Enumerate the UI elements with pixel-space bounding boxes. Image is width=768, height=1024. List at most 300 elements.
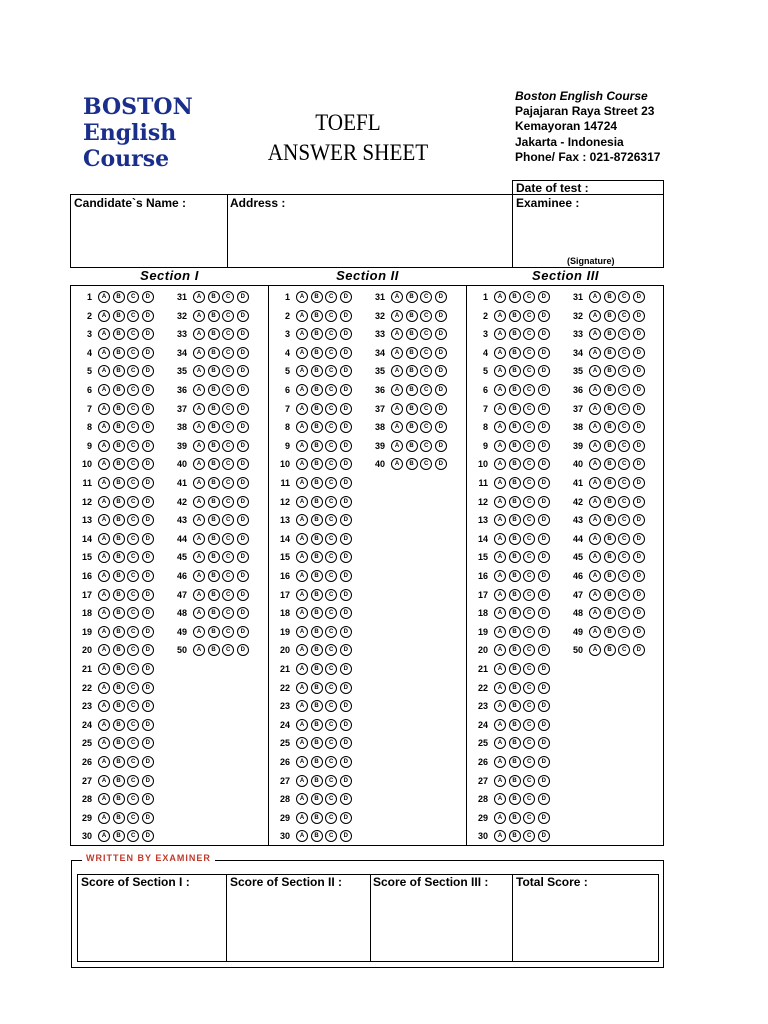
answer-bubble[interactable]: C bbox=[618, 477, 630, 489]
answer-bubble[interactable]: B bbox=[509, 328, 521, 340]
answer-bubble[interactable]: C bbox=[325, 682, 337, 694]
answer-bubble[interactable]: D bbox=[538, 551, 550, 563]
answer-bubble[interactable]: B bbox=[509, 533, 521, 545]
answer-bubble[interactable]: B bbox=[208, 458, 220, 470]
answer-bubble[interactable]: C bbox=[523, 403, 535, 415]
answer-bubble[interactable]: D bbox=[142, 830, 154, 842]
answer-bubble[interactable]: C bbox=[127, 682, 139, 694]
answer-bubble[interactable]: D bbox=[633, 551, 645, 563]
answer-bubble[interactable]: C bbox=[420, 384, 432, 396]
score-section-1[interactable]: Score of Section I : bbox=[81, 875, 190, 889]
answer-bubble[interactable]: B bbox=[406, 440, 418, 452]
answer-bubble[interactable]: B bbox=[604, 551, 616, 563]
answer-bubble[interactable]: B bbox=[406, 310, 418, 322]
answer-bubble[interactable]: C bbox=[127, 440, 139, 452]
answer-bubble[interactable]: A bbox=[391, 403, 403, 415]
answer-bubble[interactable]: B bbox=[509, 347, 521, 359]
answer-bubble[interactable]: C bbox=[325, 403, 337, 415]
answer-bubble[interactable]: D bbox=[340, 719, 352, 731]
answer-bubble[interactable]: A bbox=[296, 663, 308, 675]
answer-bubble[interactable]: B bbox=[604, 533, 616, 545]
answer-bubble[interactable]: A bbox=[494, 514, 506, 526]
answer-bubble[interactable]: C bbox=[523, 514, 535, 526]
answer-bubble[interactable]: A bbox=[98, 589, 110, 601]
answer-bubble[interactable]: C bbox=[325, 607, 337, 619]
answer-bubble[interactable]: D bbox=[237, 310, 249, 322]
answer-bubble[interactable]: B bbox=[208, 291, 220, 303]
answer-bubble[interactable]: A bbox=[296, 719, 308, 731]
answer-bubble[interactable]: A bbox=[193, 347, 205, 359]
answer-bubble[interactable]: B bbox=[311, 291, 323, 303]
answer-bubble[interactable]: B bbox=[208, 365, 220, 377]
answer-bubble[interactable]: C bbox=[127, 719, 139, 731]
answer-bubble[interactable]: C bbox=[222, 365, 234, 377]
answer-bubble[interactable]: B bbox=[113, 830, 125, 842]
answer-bubble[interactable]: B bbox=[604, 440, 616, 452]
answer-bubble[interactable]: B bbox=[509, 607, 521, 619]
answer-bubble[interactable]: A bbox=[296, 812, 308, 824]
answer-bubble[interactable]: A bbox=[193, 496, 205, 508]
answer-bubble[interactable]: C bbox=[523, 644, 535, 656]
answer-bubble[interactable]: C bbox=[420, 347, 432, 359]
answer-bubble[interactable]: B bbox=[208, 403, 220, 415]
answer-bubble[interactable]: B bbox=[113, 719, 125, 731]
answer-bubble[interactable]: D bbox=[142, 775, 154, 787]
answer-bubble[interactable]: A bbox=[391, 328, 403, 340]
answer-bubble[interactable]: C bbox=[523, 570, 535, 582]
answer-bubble[interactable]: B bbox=[113, 440, 125, 452]
answer-bubble[interactable]: C bbox=[618, 551, 630, 563]
answer-bubble[interactable]: C bbox=[127, 570, 139, 582]
answer-bubble[interactable]: A bbox=[494, 756, 506, 768]
answer-bubble[interactable]: B bbox=[208, 570, 220, 582]
answer-bubble[interactable]: B bbox=[311, 403, 323, 415]
answer-bubble[interactable]: B bbox=[509, 793, 521, 805]
answer-bubble[interactable]: D bbox=[340, 403, 352, 415]
answer-bubble[interactable]: A bbox=[589, 514, 601, 526]
answer-bubble[interactable]: B bbox=[208, 551, 220, 563]
answer-bubble[interactable]: A bbox=[98, 626, 110, 638]
answer-bubble[interactable]: C bbox=[523, 719, 535, 731]
answer-bubble[interactable]: B bbox=[604, 365, 616, 377]
answer-bubble[interactable]: C bbox=[127, 514, 139, 526]
answer-bubble[interactable]: C bbox=[222, 533, 234, 545]
answer-bubble[interactable]: C bbox=[127, 589, 139, 601]
answer-bubble[interactable]: D bbox=[142, 310, 154, 322]
answer-bubble[interactable]: D bbox=[538, 477, 550, 489]
answer-bubble[interactable]: D bbox=[237, 477, 249, 489]
answer-bubble[interactable]: D bbox=[633, 328, 645, 340]
answer-bubble[interactable]: C bbox=[127, 291, 139, 303]
answer-bubble[interactable]: B bbox=[406, 458, 418, 470]
answer-bubble[interactable]: D bbox=[142, 347, 154, 359]
answer-bubble[interactable]: B bbox=[406, 365, 418, 377]
answer-bubble[interactable]: C bbox=[127, 477, 139, 489]
answer-bubble[interactable]: D bbox=[340, 458, 352, 470]
answer-bubble[interactable]: A bbox=[494, 737, 506, 749]
answer-bubble[interactable]: A bbox=[391, 384, 403, 396]
answer-bubble[interactable]: B bbox=[509, 514, 521, 526]
answer-bubble[interactable]: A bbox=[98, 700, 110, 712]
answer-bubble[interactable]: D bbox=[633, 365, 645, 377]
answer-bubble[interactable]: C bbox=[523, 496, 535, 508]
answer-bubble[interactable]: C bbox=[325, 775, 337, 787]
answer-bubble[interactable]: A bbox=[589, 310, 601, 322]
answer-bubble[interactable]: C bbox=[523, 310, 535, 322]
answer-bubble[interactable]: C bbox=[618, 440, 630, 452]
answer-bubble[interactable]: B bbox=[604, 310, 616, 322]
answer-bubble[interactable]: C bbox=[523, 384, 535, 396]
answer-bubble[interactable]: C bbox=[222, 626, 234, 638]
answer-bubble[interactable]: A bbox=[193, 365, 205, 377]
answer-bubble[interactable]: B bbox=[509, 737, 521, 749]
answer-bubble[interactable]: A bbox=[296, 756, 308, 768]
answer-bubble[interactable]: D bbox=[633, 570, 645, 582]
answer-bubble[interactable]: B bbox=[509, 551, 521, 563]
answer-bubble[interactable]: A bbox=[193, 589, 205, 601]
answer-bubble[interactable]: A bbox=[193, 533, 205, 545]
answer-bubble[interactable]: D bbox=[538, 291, 550, 303]
answer-bubble[interactable]: D bbox=[538, 737, 550, 749]
answer-bubble[interactable]: D bbox=[142, 607, 154, 619]
answer-bubble[interactable]: A bbox=[494, 365, 506, 377]
answer-bubble[interactable]: A bbox=[296, 514, 308, 526]
answer-bubble[interactable]: C bbox=[420, 291, 432, 303]
answer-bubble[interactable]: A bbox=[494, 440, 506, 452]
answer-bubble[interactable]: A bbox=[296, 700, 308, 712]
answer-bubble[interactable]: C bbox=[618, 626, 630, 638]
answer-bubble[interactable]: A bbox=[589, 291, 601, 303]
answer-bubble[interactable]: D bbox=[633, 291, 645, 303]
answer-bubble[interactable]: B bbox=[208, 440, 220, 452]
answer-bubble[interactable]: B bbox=[604, 458, 616, 470]
answer-bubble[interactable]: D bbox=[237, 514, 249, 526]
answer-bubble[interactable]: A bbox=[296, 830, 308, 842]
answer-bubble[interactable]: B bbox=[509, 644, 521, 656]
answer-bubble[interactable]: B bbox=[311, 421, 323, 433]
answer-bubble[interactable]: D bbox=[142, 682, 154, 694]
answer-bubble[interactable]: A bbox=[296, 496, 308, 508]
answer-bubble[interactable]: D bbox=[435, 291, 447, 303]
answer-bubble[interactable]: B bbox=[604, 403, 616, 415]
answer-bubble[interactable]: D bbox=[435, 384, 447, 396]
answer-bubble[interactable]: B bbox=[113, 551, 125, 563]
answer-bubble[interactable]: B bbox=[604, 477, 616, 489]
answer-bubble[interactable]: A bbox=[296, 477, 308, 489]
answer-bubble[interactable]: D bbox=[142, 533, 154, 545]
answer-bubble[interactable]: D bbox=[633, 589, 645, 601]
answer-bubble[interactable]: B bbox=[208, 328, 220, 340]
answer-bubble[interactable]: B bbox=[113, 756, 125, 768]
answer-bubble[interactable]: B bbox=[311, 458, 323, 470]
answer-bubble[interactable]: C bbox=[325, 291, 337, 303]
answer-bubble[interactable]: A bbox=[296, 310, 308, 322]
answer-bubble[interactable]: C bbox=[222, 421, 234, 433]
answer-bubble[interactable]: B bbox=[113, 365, 125, 377]
answer-bubble[interactable]: D bbox=[340, 310, 352, 322]
answer-bubble[interactable]: A bbox=[494, 663, 506, 675]
answer-bubble[interactable]: C bbox=[523, 347, 535, 359]
answer-bubble[interactable]: B bbox=[604, 514, 616, 526]
answer-bubble[interactable]: A bbox=[296, 570, 308, 582]
answer-bubble[interactable]: C bbox=[325, 626, 337, 638]
answer-bubble[interactable]: A bbox=[98, 737, 110, 749]
answer-bubble[interactable]: A bbox=[391, 365, 403, 377]
answer-bubble[interactable]: A bbox=[589, 458, 601, 470]
answer-bubble[interactable]: B bbox=[311, 440, 323, 452]
answer-bubble[interactable]: C bbox=[523, 700, 535, 712]
answer-bubble[interactable]: C bbox=[523, 775, 535, 787]
answer-bubble[interactable]: B bbox=[113, 663, 125, 675]
answer-bubble[interactable]: B bbox=[311, 384, 323, 396]
answer-bubble[interactable]: C bbox=[618, 458, 630, 470]
answer-bubble[interactable]: A bbox=[589, 551, 601, 563]
answer-bubble[interactable]: D bbox=[237, 365, 249, 377]
answer-bubble[interactable]: A bbox=[193, 514, 205, 526]
answer-bubble[interactable]: A bbox=[589, 477, 601, 489]
answer-bubble[interactable]: C bbox=[127, 775, 139, 787]
answer-bubble[interactable]: B bbox=[509, 403, 521, 415]
answer-bubble[interactable]: C bbox=[222, 514, 234, 526]
answer-bubble[interactable]: C bbox=[325, 458, 337, 470]
answer-bubble[interactable]: C bbox=[127, 384, 139, 396]
answer-bubble[interactable]: C bbox=[523, 365, 535, 377]
answer-bubble[interactable]: C bbox=[618, 589, 630, 601]
answer-bubble[interactable]: D bbox=[538, 626, 550, 638]
answer-bubble[interactable]: B bbox=[311, 589, 323, 601]
answer-bubble[interactable]: D bbox=[538, 384, 550, 396]
answer-bubble[interactable]: C bbox=[325, 365, 337, 377]
answer-bubble[interactable]: B bbox=[509, 458, 521, 470]
answer-bubble[interactable]: C bbox=[420, 365, 432, 377]
answer-bubble[interactable]: C bbox=[222, 403, 234, 415]
score-section-3[interactable]: Score of Section III : bbox=[373, 875, 489, 889]
answer-bubble[interactable]: C bbox=[618, 514, 630, 526]
answer-bubble[interactable]: D bbox=[435, 328, 447, 340]
answer-bubble[interactable]: D bbox=[142, 589, 154, 601]
answer-bubble[interactable]: D bbox=[538, 793, 550, 805]
answer-bubble[interactable]: A bbox=[296, 793, 308, 805]
answer-bubble[interactable]: D bbox=[237, 291, 249, 303]
answer-bubble[interactable]: C bbox=[127, 421, 139, 433]
answer-bubble[interactable]: D bbox=[340, 812, 352, 824]
answer-bubble[interactable]: A bbox=[494, 719, 506, 731]
answer-bubble[interactable]: A bbox=[193, 458, 205, 470]
answer-bubble[interactable]: D bbox=[340, 440, 352, 452]
answer-bubble[interactable]: B bbox=[509, 291, 521, 303]
answer-bubble[interactable]: B bbox=[311, 756, 323, 768]
answer-bubble[interactable]: B bbox=[509, 830, 521, 842]
answer-bubble[interactable]: C bbox=[222, 384, 234, 396]
answer-bubble[interactable]: A bbox=[193, 328, 205, 340]
answer-bubble[interactable]: C bbox=[127, 700, 139, 712]
answer-bubble[interactable]: A bbox=[589, 328, 601, 340]
answer-bubble[interactable]: B bbox=[604, 644, 616, 656]
answer-bubble[interactable]: A bbox=[98, 440, 110, 452]
answer-bubble[interactable]: C bbox=[325, 551, 337, 563]
answer-bubble[interactable]: B bbox=[311, 700, 323, 712]
answer-bubble[interactable]: A bbox=[193, 291, 205, 303]
answer-bubble[interactable]: C bbox=[420, 421, 432, 433]
answer-bubble[interactable]: B bbox=[509, 812, 521, 824]
answer-bubble[interactable]: B bbox=[113, 644, 125, 656]
answer-bubble[interactable]: B bbox=[509, 440, 521, 452]
answer-bubble[interactable]: C bbox=[127, 626, 139, 638]
answer-bubble[interactable]: D bbox=[340, 421, 352, 433]
answer-bubble[interactable]: C bbox=[325, 347, 337, 359]
answer-bubble[interactable]: A bbox=[494, 421, 506, 433]
answer-bubble[interactable]: B bbox=[311, 830, 323, 842]
answer-bubble[interactable]: B bbox=[604, 570, 616, 582]
answer-bubble[interactable]: B bbox=[311, 644, 323, 656]
answer-bubble[interactable]: A bbox=[193, 607, 205, 619]
answer-bubble[interactable]: B bbox=[311, 570, 323, 582]
answer-bubble[interactable]: C bbox=[618, 291, 630, 303]
answer-bubble[interactable]: D bbox=[538, 830, 550, 842]
answer-bubble[interactable]: B bbox=[208, 589, 220, 601]
answer-bubble[interactable]: A bbox=[296, 775, 308, 787]
answer-bubble[interactable]: B bbox=[113, 793, 125, 805]
answer-bubble[interactable]: A bbox=[589, 589, 601, 601]
answer-bubble[interactable]: A bbox=[296, 403, 308, 415]
answer-bubble[interactable]: D bbox=[340, 384, 352, 396]
answer-bubble[interactable]: A bbox=[296, 440, 308, 452]
answer-bubble[interactable]: C bbox=[618, 496, 630, 508]
answer-bubble[interactable]: A bbox=[296, 533, 308, 545]
answer-bubble[interactable]: A bbox=[391, 421, 403, 433]
answer-bubble[interactable]: D bbox=[633, 384, 645, 396]
answer-bubble[interactable]: C bbox=[523, 737, 535, 749]
answer-bubble[interactable]: A bbox=[494, 291, 506, 303]
answer-bubble[interactable]: B bbox=[509, 775, 521, 787]
answer-bubble[interactable]: C bbox=[325, 589, 337, 601]
answer-bubble[interactable]: A bbox=[193, 310, 205, 322]
answer-bubble[interactable]: D bbox=[538, 570, 550, 582]
answer-bubble[interactable]: C bbox=[523, 663, 535, 675]
answer-bubble[interactable]: B bbox=[113, 626, 125, 638]
answer-bubble[interactable]: B bbox=[406, 384, 418, 396]
answer-bubble[interactable]: C bbox=[325, 830, 337, 842]
answer-bubble[interactable]: D bbox=[142, 551, 154, 563]
answer-bubble[interactable]: D bbox=[435, 310, 447, 322]
answer-bubble[interactable]: D bbox=[538, 533, 550, 545]
answer-bubble[interactable]: C bbox=[523, 551, 535, 563]
answer-bubble[interactable]: B bbox=[311, 514, 323, 526]
answer-bubble[interactable]: C bbox=[618, 421, 630, 433]
answer-bubble[interactable]: A bbox=[494, 570, 506, 582]
answer-bubble[interactable]: D bbox=[340, 793, 352, 805]
score-section-2[interactable]: Score of Section II : bbox=[230, 875, 343, 889]
answer-bubble[interactable]: D bbox=[340, 756, 352, 768]
answer-bubble[interactable]: A bbox=[296, 737, 308, 749]
answer-bubble[interactable]: D bbox=[340, 347, 352, 359]
answer-bubble[interactable]: A bbox=[296, 607, 308, 619]
answer-bubble[interactable]: D bbox=[237, 440, 249, 452]
answer-bubble[interactable]: D bbox=[142, 328, 154, 340]
answer-bubble[interactable]: B bbox=[311, 812, 323, 824]
answer-bubble[interactable]: D bbox=[142, 644, 154, 656]
answer-bubble[interactable]: A bbox=[296, 384, 308, 396]
answer-bubble[interactable]: A bbox=[98, 514, 110, 526]
answer-bubble[interactable]: D bbox=[237, 384, 249, 396]
answer-bubble[interactable]: B bbox=[604, 607, 616, 619]
answer-bubble[interactable]: C bbox=[127, 551, 139, 563]
answer-bubble[interactable]: A bbox=[494, 310, 506, 322]
answer-bubble[interactable]: A bbox=[98, 793, 110, 805]
answer-bubble[interactable]: A bbox=[98, 384, 110, 396]
answer-bubble[interactable]: D bbox=[538, 775, 550, 787]
answer-bubble[interactable]: D bbox=[633, 496, 645, 508]
answer-bubble[interactable]: D bbox=[340, 607, 352, 619]
answer-bubble[interactable]: D bbox=[538, 403, 550, 415]
answer-bubble[interactable]: D bbox=[340, 477, 352, 489]
answer-bubble[interactable]: D bbox=[142, 291, 154, 303]
answer-bubble[interactable]: C bbox=[325, 700, 337, 712]
answer-bubble[interactable]: D bbox=[538, 700, 550, 712]
answer-bubble[interactable]: C bbox=[325, 644, 337, 656]
answer-bubble[interactable]: D bbox=[340, 830, 352, 842]
answer-bubble[interactable]: B bbox=[113, 775, 125, 787]
answer-bubble[interactable]: C bbox=[523, 458, 535, 470]
answer-bubble[interactable]: B bbox=[113, 700, 125, 712]
answer-bubble[interactable]: C bbox=[222, 328, 234, 340]
answer-bubble[interactable]: C bbox=[222, 291, 234, 303]
answer-bubble[interactable]: C bbox=[523, 440, 535, 452]
answer-bubble[interactable]: B bbox=[208, 310, 220, 322]
answer-bubble[interactable]: A bbox=[589, 365, 601, 377]
answer-bubble[interactable]: A bbox=[98, 570, 110, 582]
answer-bubble[interactable]: A bbox=[193, 384, 205, 396]
answer-bubble[interactable]: A bbox=[98, 682, 110, 694]
answer-bubble[interactable]: A bbox=[296, 458, 308, 470]
answer-bubble[interactable]: A bbox=[296, 682, 308, 694]
answer-bubble[interactable]: B bbox=[604, 421, 616, 433]
answer-bubble[interactable]: D bbox=[237, 626, 249, 638]
answer-bubble[interactable]: D bbox=[340, 533, 352, 545]
answer-bubble[interactable]: D bbox=[435, 365, 447, 377]
answer-bubble[interactable]: C bbox=[618, 644, 630, 656]
answer-bubble[interactable]: A bbox=[296, 644, 308, 656]
answer-bubble[interactable]: A bbox=[296, 626, 308, 638]
answer-bubble[interactable]: D bbox=[142, 812, 154, 824]
answer-bubble[interactable]: B bbox=[604, 328, 616, 340]
answer-bubble[interactable]: A bbox=[494, 607, 506, 619]
answer-bubble[interactable]: B bbox=[311, 496, 323, 508]
answer-bubble[interactable]: A bbox=[296, 291, 308, 303]
answer-bubble[interactable]: D bbox=[538, 607, 550, 619]
answer-bubble[interactable]: A bbox=[494, 328, 506, 340]
answer-bubble[interactable]: D bbox=[142, 365, 154, 377]
answer-bubble[interactable]: C bbox=[325, 514, 337, 526]
answer-bubble[interactable]: C bbox=[127, 737, 139, 749]
answer-bubble[interactable]: D bbox=[538, 365, 550, 377]
answer-bubble[interactable]: C bbox=[127, 365, 139, 377]
answer-bubble[interactable]: C bbox=[127, 347, 139, 359]
answer-bubble[interactable]: C bbox=[127, 607, 139, 619]
answer-bubble[interactable]: A bbox=[98, 458, 110, 470]
answer-bubble[interactable]: D bbox=[237, 421, 249, 433]
answer-bubble[interactable]: B bbox=[208, 533, 220, 545]
answer-bubble[interactable]: B bbox=[208, 347, 220, 359]
answer-bubble[interactable]: D bbox=[633, 440, 645, 452]
answer-bubble[interactable]: D bbox=[142, 756, 154, 768]
answer-bubble[interactable]: B bbox=[113, 514, 125, 526]
answer-bubble[interactable]: B bbox=[311, 310, 323, 322]
answer-bubble[interactable]: A bbox=[494, 403, 506, 415]
answer-bubble[interactable]: C bbox=[127, 663, 139, 675]
answer-bubble[interactable]: D bbox=[633, 514, 645, 526]
answer-bubble[interactable]: C bbox=[127, 310, 139, 322]
